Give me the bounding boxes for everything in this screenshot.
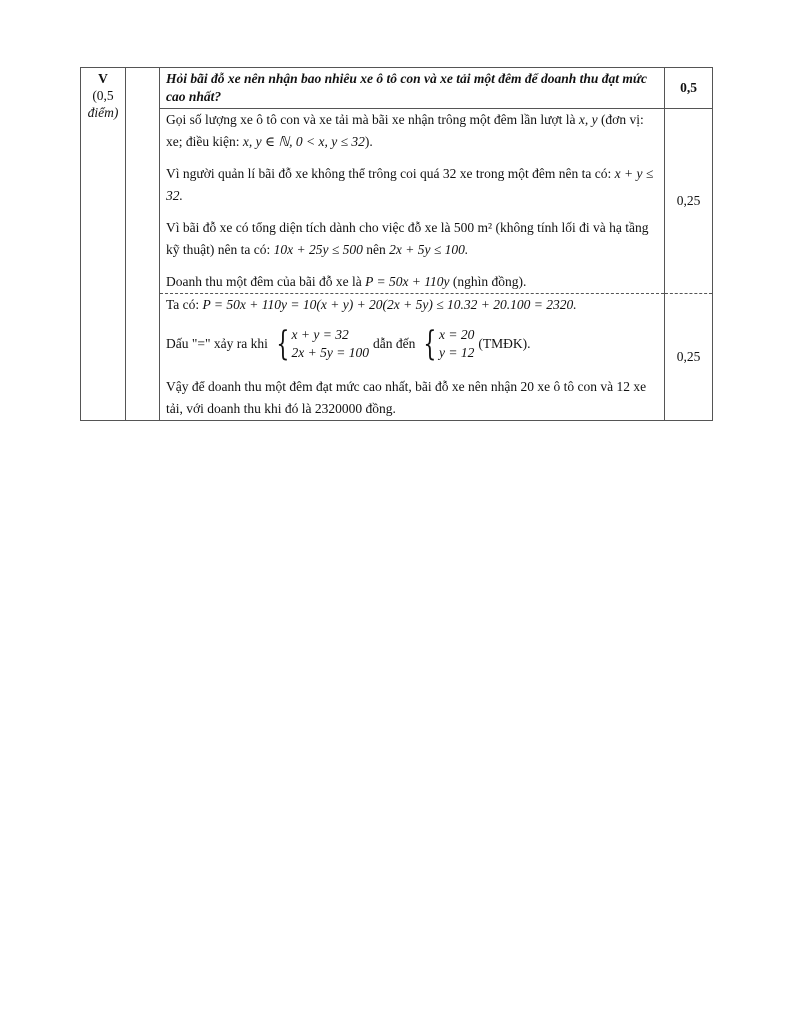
- empty-cell: [126, 68, 160, 421]
- part2-row: [81, 294, 713, 421]
- left-brace-icon: {: [423, 324, 437, 364]
- left-brace-icon: {: [276, 324, 290, 364]
- part1-points: 0,25: [665, 109, 713, 294]
- equation-system-1: { x + y = 32 2x + 5y = 100: [276, 324, 369, 364]
- part1-para2: Vì người quản lí bãi đỗ xe không thể trông coi quá 32 xe trong một đêm nên ta có: x + y ≤ 32.: [166, 166, 654, 203]
- part2-line3: Vậy để doanh thu một đêm đạt mức cao nhất, bãi đỗ xe nên nhận 20 xe ô tô con và 12 xe tải, với doanh thu khi đó là 2320000 đồng.: [166, 379, 647, 416]
- section-number: V: [98, 71, 108, 86]
- question-points: 0,5: [665, 68, 713, 109]
- section-points-line2: điểm): [87, 105, 119, 120]
- part2-line2: Dấu "=" xảy ra khi { x + y = 32 2x + 5y = 100 dẫn đến { x = 20 y = 12 (TMĐK).: [166, 324, 531, 364]
- section-points-line1: (0,5: [92, 88, 114, 103]
- part2-line1: Ta có: P = 50x + 110y = 10(x + y) + 20(2x + 5y) ≤ 10.32 + 20.100 = 2320.: [166, 297, 577, 312]
- part2-content: [160, 294, 665, 421]
- question-text: Hỏi bãi đỗ xe nên nhận bao nhiêu xe ô tô con và xe tải một đêm để doanh thu đạt mức cao nhất?: [160, 68, 665, 109]
- question-row: [81, 68, 713, 109]
- part1-para4: Doanh thu một đêm của bãi đỗ xe là P = 50x + 110y (nghìn đồng).: [166, 274, 527, 289]
- part1-para3: Vì bãi đỗ xe có tổng diện tích dành cho việc đỗ xe là 500 m² (không tính lối đi và hạ tầng kỹ thuật) nên ta có: 10x + 25y ≤ 500 nên 2x + 5y ≤ 100.: [166, 220, 649, 257]
- part1-content: [160, 109, 665, 294]
- answer-table: [80, 67, 713, 421]
- part1-row: [81, 109, 713, 294]
- section-cell: [81, 68, 126, 421]
- part1-para1: Gọi số lượng xe ô tô con và xe tải mà bãi xe nhận trông một đêm lần lượt là x, y (đơn vị: xe; điều kiện: x, y ∈ ℕ, 0 < x, y ≤ 32).: [166, 112, 644, 149]
- equation-system-2: { x = 20 y = 12: [423, 324, 475, 364]
- part2-points: 0,25: [665, 294, 713, 421]
